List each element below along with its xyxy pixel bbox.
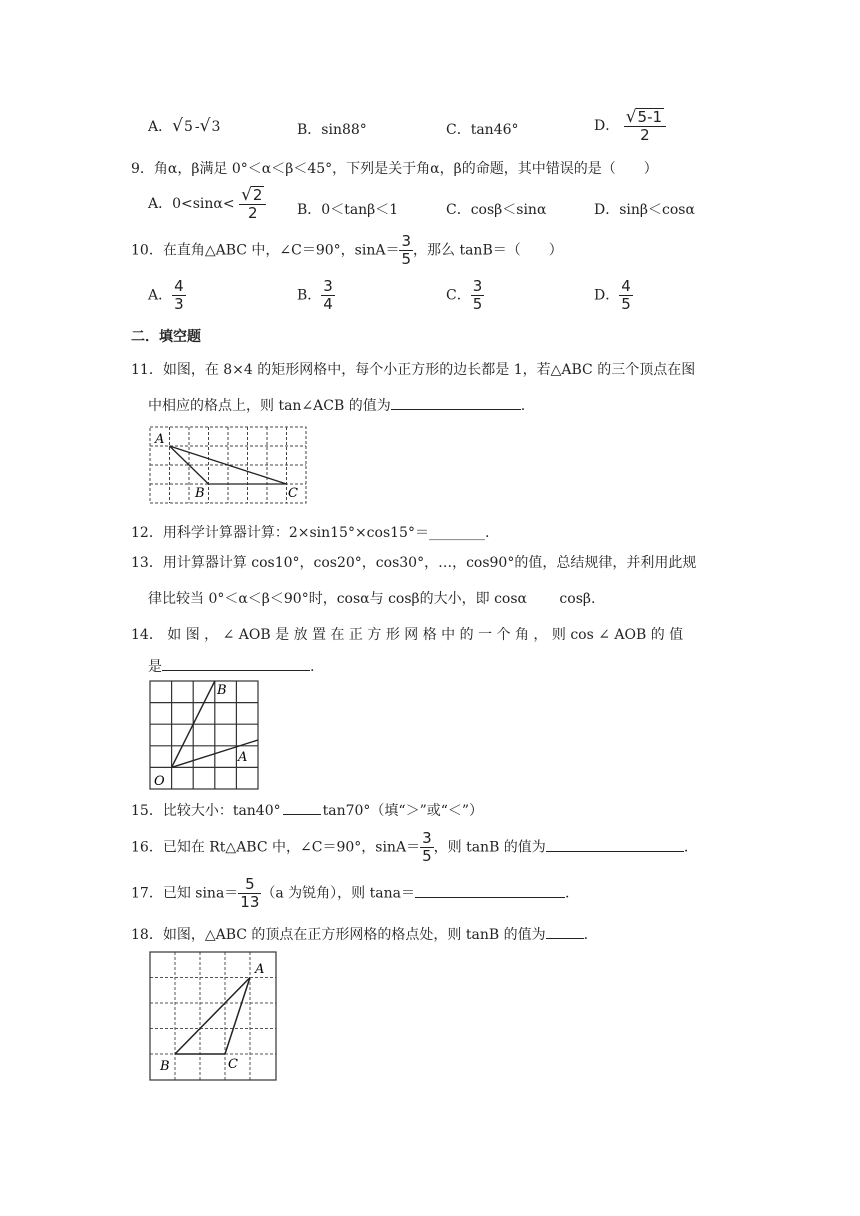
denominator: 5 — [401, 250, 411, 268]
q9-option-a — [148, 186, 266, 222]
q11-line1: 11．如图，在 8×4 的矩形网格中，每个小正方形的边长都是 1，若△ABC 的三个顶点在图 — [131, 362, 696, 378]
label-a: A — [155, 432, 165, 447]
fraction — [420, 830, 434, 865]
option-text: A．0<sinα< — [148, 196, 235, 212]
q17-pre: 17．已知 sina＝ — [131, 885, 239, 902]
fraction — [321, 278, 335, 313]
q13-line2: 律比较当 0°＜α＜β＜90°时，cosα与 cosβ的大小，即 cosα cosβ. — [148, 591, 596, 607]
q15-pre: 15．比较大小：tan40° — [131, 803, 281, 819]
q10-stem — [131, 233, 563, 268]
option-label: A． — [148, 119, 173, 135]
q17-post: （a 为锐角），则 tana＝ — [261, 885, 415, 902]
q14-line1: 14． 如 图 ， ∠ AOB 是 放 置 在 正 方 形 网 格 中 的 一 个 角 ， 则 cos ∠ AOB 的 值 — [131, 627, 684, 643]
q9-stem: 9．角α，β满足 0°＜α＜β＜45°，下列是关于角α，β的命题，其中错误的是（ ） — [131, 161, 658, 177]
q17-text: 17．已知 sina＝ $\frac{5}{13}$ （a 为锐角），则 tana＝ . — [131, 875, 570, 911]
q9-option-b: B．0＜tanβ＜1 — [297, 202, 399, 218]
fraction: $\frac{√2}{2}$ — [239, 186, 266, 222]
denominator: 5 — [422, 847, 432, 865]
q14-text: 是 — [148, 659, 162, 675]
q8-option-c: C．tan46° — [446, 122, 519, 138]
q16-post: ，则 tanB 的值为 — [433, 839, 546, 856]
denominator: 3 — [174, 295, 184, 313]
denominator: 2 — [239, 204, 266, 222]
label-b: B — [160, 1059, 170, 1074]
q18-figure — [148, 950, 280, 1084]
fraction — [619, 278, 633, 313]
fraction — [399, 233, 413, 268]
numerator: 2 — [252, 186, 263, 204]
q10-option-a — [148, 278, 186, 313]
numerator: 3 — [323, 277, 333, 295]
numerator: 3 — [422, 829, 432, 847]
fraction — [172, 278, 186, 313]
option-label: B． — [297, 287, 322, 304]
answer-blank — [415, 883, 565, 898]
q14-line2: 是 . — [148, 656, 314, 676]
label-a: A — [255, 962, 265, 977]
denominator: 5 — [472, 295, 483, 313]
numerator: 3 — [401, 232, 411, 250]
stem-text: 10．在直角△ABC 中，∠C＝90°，sinA＝ — [131, 242, 400, 259]
numerator: 5-1 — [637, 108, 663, 126]
numerator: 4 — [621, 277, 631, 295]
option-label: D． — [594, 287, 620, 304]
answer-blank — [546, 924, 584, 939]
option-label: C． — [446, 287, 471, 304]
label-c: C — [288, 486, 298, 501]
label-a: A — [238, 750, 248, 765]
q8-option-a: A．√5 -√3 — [148, 116, 221, 136]
q12-text: 12．用科学计算器计算：2×sin15°×cos15°＝________. — [131, 525, 490, 541]
q16-pre: 16．已知在 Rt△ABC 中，∠C＝90°，sinA＝ — [131, 839, 421, 856]
q11-figure — [148, 425, 308, 505]
label-b: B — [217, 683, 227, 698]
denominator: 2 — [624, 126, 666, 144]
answer-blank — [162, 656, 310, 671]
q11-text: 中相应的格点上，则 tan∠ACB 的值为 — [148, 398, 391, 414]
section-heading: 二．填空题 — [131, 329, 201, 345]
q9-option-d: D．sinβ＜cosα — [594, 202, 695, 218]
label-b: B — [195, 486, 205, 501]
q13-line1: 13．用计算器计算 cos10°，cos20°，cos30°，…，cos90°的值，总结规律，并利用此规 — [131, 555, 697, 571]
denominator: 13 — [240, 893, 260, 911]
option-label: D． — [594, 118, 620, 134]
q16-text: 16．已知在 Rt△ABC 中，∠C＝90°，sinA＝ $\frac{3}{5}$ ，则 tanB 的值为 . — [131, 829, 689, 865]
label-c: C — [228, 1057, 238, 1072]
q10-option-b — [297, 278, 335, 313]
q10-option-c — [446, 278, 484, 313]
q10-option-d — [594, 278, 633, 313]
q14-figure — [148, 679, 264, 791]
answer-blank — [391, 395, 521, 410]
denominator: 4 — [323, 295, 333, 313]
answer-blank — [283, 800, 321, 815]
fraction — [471, 278, 485, 313]
q9-option-c: C．cosβ＜sinα — [446, 202, 547, 218]
label-o: O — [154, 774, 165, 789]
q18-text: 18．如图，△ABC 的顶点在正方形网格的格点处，则 tanB 的值为 . — [131, 924, 588, 944]
q8-option-d — [594, 108, 666, 144]
q18-stem: 18．如图，△ABC 的顶点在正方形网格的格点处，则 tanB 的值为 — [131, 927, 546, 943]
q8-option-b: B．sin88° — [297, 122, 367, 138]
fraction: $\frac{√5-1}{2}$ — [624, 108, 666, 144]
numerator: 5 — [245, 875, 255, 893]
denominator: 5 — [621, 295, 631, 313]
numerator: 4 — [174, 277, 184, 295]
numerator: 3 — [472, 277, 483, 295]
q15-post: tan70°（填“＞”或“＜”） — [322, 803, 484, 819]
q11-line2: 中相应的格点上，则 tan∠ACB 的值为 . — [148, 395, 525, 415]
stem-text: ，那么 tanB＝（ ） — [413, 242, 563, 259]
fraction — [238, 876, 261, 911]
answer-blank — [546, 837, 684, 852]
option-label: A． — [148, 287, 173, 304]
q15-text — [131, 800, 483, 820]
